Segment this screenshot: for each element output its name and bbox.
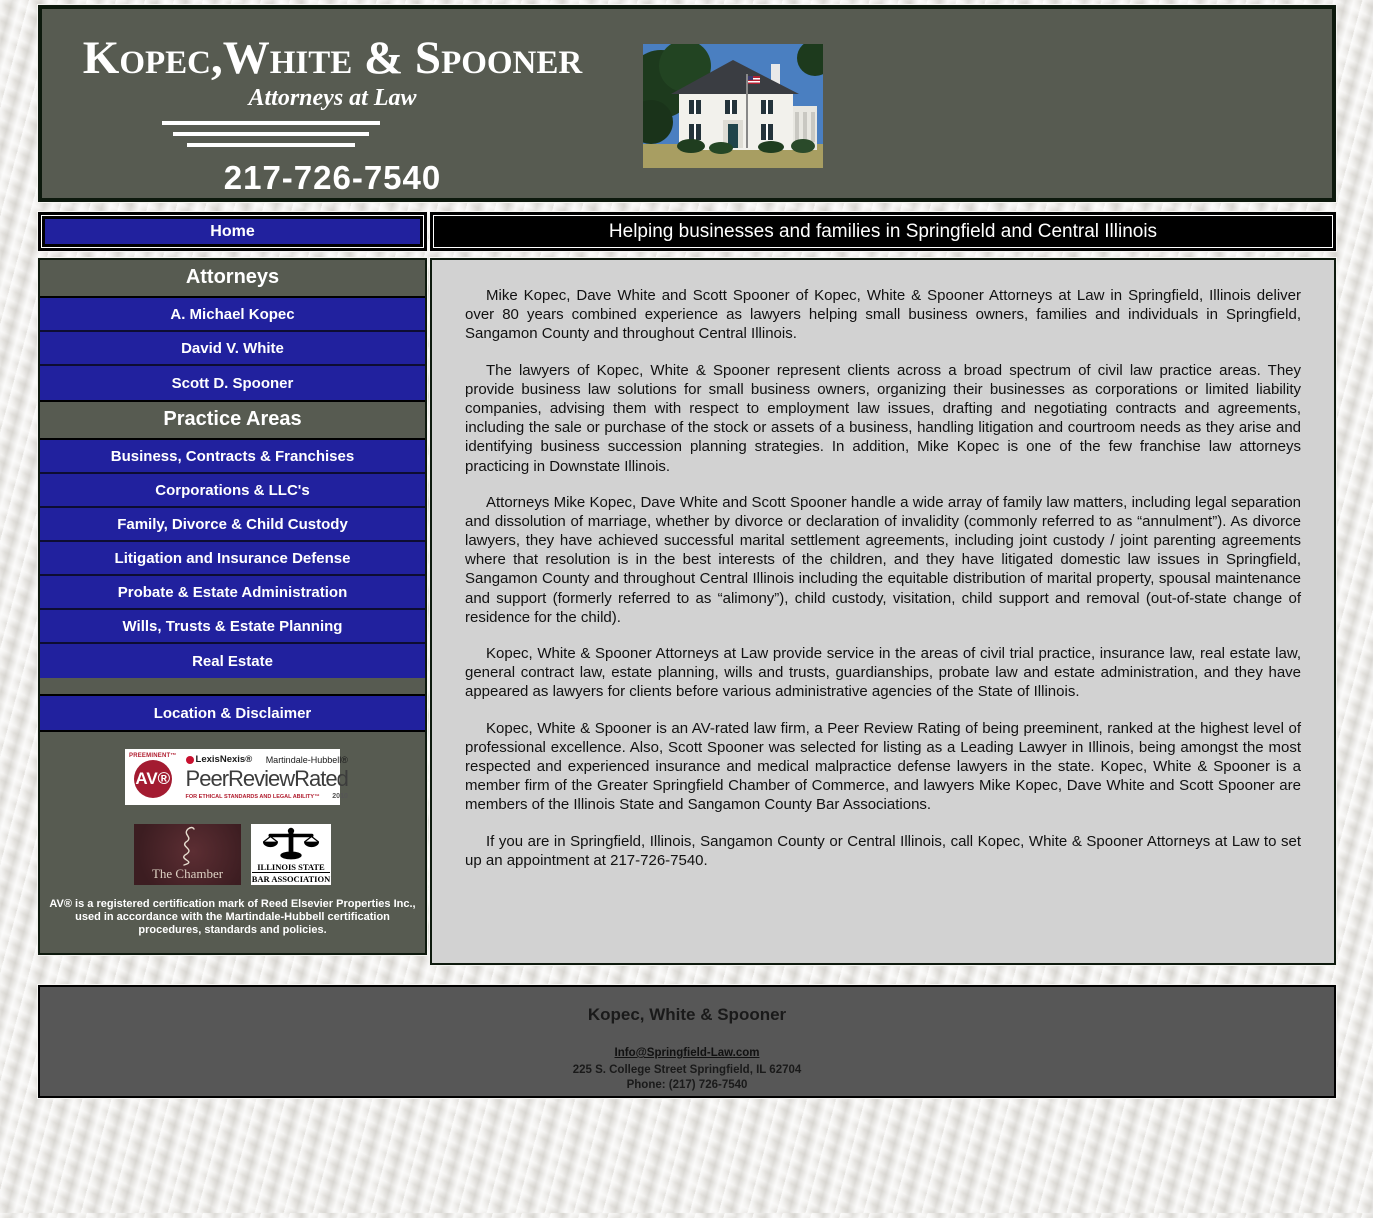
page [38,5,1336,1098]
av-certification-disclaimer: AV® is a registered certification mark of Reed Elsevier Properties Inc., used in accordance with the Martindale-Hubbell certification procedures, standards and policies. [49,898,416,936]
av-peer-review-badge [125,749,348,805]
sidebar-item-probate[interactable]: Probate & Estate Administration [40,576,425,610]
paragraph-civil-practice: Kopec, White & Spooner Attorneys at Law provide service in the areas of civil trial practice, insurance law, real estate law, general contract law, estate planning, wills and trusts, guardianships, probate law and estate administration, and they have appeared as lawyers for clients before various administrative agencies of the State of Illinois. [465,645,1301,701]
sidebar [38,258,427,955]
peer-review-rated-label: PeerReviewRated [185,766,348,791]
av-preeminent-label: PREEMINENT™ [129,753,177,759]
paragraph-call-to-action: If you are in Springfield, Illinois, Sangamon County or Central Illinois, call Kopec, White & Spooner Attorneys at Law to set up an appointment at 217-726-7540. [465,832,1301,869]
av-rating-icon: AV® [134,760,172,798]
office-house-photo [643,44,823,168]
sidebar-item-spooner[interactable]: Scott D. Spooner [40,366,425,400]
sidebar-item-business-contracts[interactable]: Business, Contracts & Franchises [40,440,425,474]
firm-tagline: Attorneys at Law [248,85,417,111]
footer [38,985,1336,1098]
chamber-of-commerce-badge [134,824,241,885]
chamber-tree-icon [170,826,206,866]
sidebar-item-litigation[interactable]: Litigation and Insurance Defense [40,542,425,576]
chamber-label: The Chamber [151,866,224,881]
sidebar-item-family-divorce[interactable]: Family, Divorce & Child Custody [40,508,425,542]
header-banner [38,5,1336,202]
footer-phone: Phone: (217) 726-7540 [626,1079,748,1091]
nav-home-button[interactable]: Home [45,219,420,244]
firm-logo [60,32,605,197]
decorative-rules [0,121,543,147]
home-button-frame [38,212,427,251]
paragraph-intro: Mike Kopec, Dave White and Scott Spooner of Kopec, White & Spooner Attorneys at Law in Springfield, Illinois deliver over 80 years combined experience as lawyers helping small business owners, families and individuals in Springfield, Sangamon County and throughout Central Illinois. [465,287,1301,343]
isba-line2: BAR ASSOCIATION [251,874,331,885]
sidebar-item-corporations[interactable]: Corporations & LLC's [40,474,425,508]
page-heading: Helping businesses and families in Springfield and Central Illinois [608,220,1158,242]
lexisnexis-icon [186,756,194,764]
martindale-hubbell-label: Martindale-Hubbell® [265,754,348,765]
sidebar-item-wills-trusts[interactable]: Wills, Trusts & Estate Planning [40,610,425,644]
page-heading-frame [430,212,1336,251]
av-year: 2010 [332,793,348,800]
top-nav-row [38,212,1336,251]
footer-email-link[interactable]: Info@Springfield-Law.com [614,1047,760,1059]
scales-of-justice-icon [259,827,323,862]
footer-firm-name: Kopec, White & Spooner [587,1005,787,1024]
content-columns [38,258,1336,965]
sidebar-spacer [40,678,425,696]
isba-line1: ILLINOIS STATE [257,861,325,872]
sidebar-item-real-estate[interactable]: Real Estate [40,644,425,678]
paragraph-family-law: Attorneys Mike Kopec, Dave White and Scott Spooner handle a wide array of family law matters, including legal separation and dissolution of marriage, whether by divorce or declaration of invalidity (commonly referred to as “annulment”). As divorce lawyers, they have achieved successful marital settlement agreements, including joint custody / joint parenting agreements where that resolution is in the best interests of the children, and they have litigated domestic law issues in Springfield, Sangamon County and throughout Central Illinois including the equitable distribution of marital property, spousal maintenance and support (formerly referred to as “alimony”), child custody, visitation, child support and removal (out-of-state change of residence for the child). [465,493,1301,626]
sidebar-header-attorneys: Attorneys [40,260,425,298]
sidebar-item-location-disclaimer[interactable]: Location & Disclaimer [40,696,425,732]
sidebar-item-kopec[interactable]: A. Michael Kopec [40,298,425,332]
av-tagline: FOR ETHICAL STANDARDS AND LEGAL ABILITY™ [185,794,320,800]
sidebar-header-practice-areas: Practice Areas [40,400,425,440]
footer-address: 225 S. College Street Springfield, IL 62704 [572,1064,802,1076]
illinois-state-bar-badge [251,824,331,885]
paragraph-ratings: Kopec, White & Spooner is an AV-rated law firm, a Peer Review Rating of being preeminent, ranked at the highest level of professional excellence. Also, Scott Spooner was selected for listing as a Leading Lawyer in Illinois, being amongst the most respected and experienced insurance and medical malpractice defense lawyers in the state. Kopec, White & Spooner is a member firm of the Greater Springfield Chamber of Commerce, and lawyers Mike Kopec, Dave White and Scott Spooner are members of the Illinois State and Sangamon County Bar Associations. [465,719,1301,814]
header-phone-number: 217-726-7540 [223,159,442,196]
paragraph-business-law: The lawyers of Kopec, White & Spooner represent clients across a broad spectrum of civil law practice areas. They provide business law solutions for small business owners, organizing their businesses as corporations or limited liability companies, advising them with respect to employment law issues, drafting and negotiating contracts and agreements, including the sale or purchase of the stock or assets of a business, handling litigation and courtroom needs as they arise and identifying business succession planning strategies. In addition, Mike Kopec is one of the few franchise law attorneys practicing in Downstate Illinois. [465,361,1301,475]
sidebar-item-white[interactable]: David V. White [40,332,425,366]
lexisnexis-label: LexisNexis® [195,754,253,765]
main-content [430,258,1336,965]
firm-name: Kopec,White & Spooner [82,32,583,84]
